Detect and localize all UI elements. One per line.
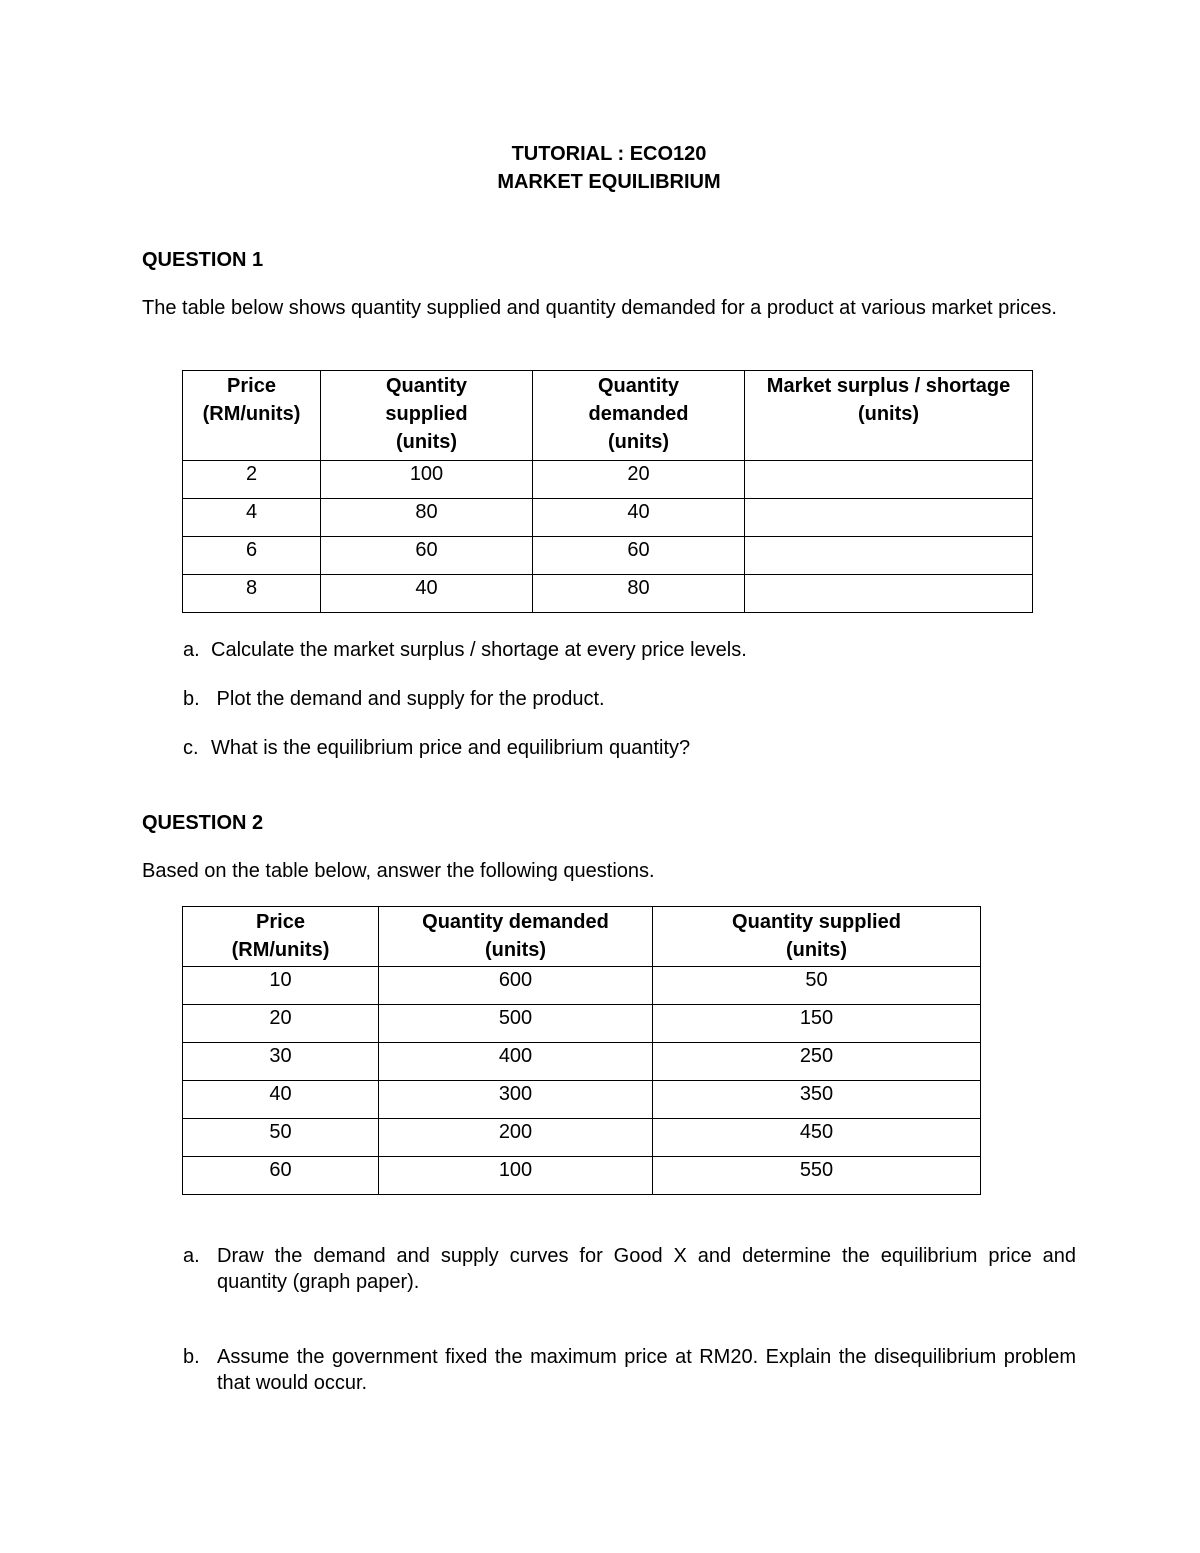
item-label: c. xyxy=(183,737,199,759)
table-cell: 40 xyxy=(183,1081,379,1119)
table-cell: 600 xyxy=(379,967,653,1005)
header-line: Market surplus / shortage xyxy=(766,375,1011,397)
header-line: (units) xyxy=(395,431,458,453)
table-row xyxy=(183,1157,981,1195)
question-2-table xyxy=(182,906,981,1195)
table-row xyxy=(183,537,1033,575)
header-cell-quantity-supplied xyxy=(653,907,981,967)
question-2-heading: QUESTION 2 xyxy=(142,812,264,834)
table-cell: 50 xyxy=(183,1119,379,1157)
table-cell: 350 xyxy=(653,1081,981,1119)
question-1-intro: The table below shows quantity supplied and quantity demanded for a product at various market prices. xyxy=(142,297,1057,319)
table-cell: 4 xyxy=(183,499,321,537)
table-row xyxy=(183,1005,981,1043)
table-row xyxy=(183,1081,981,1119)
table-row xyxy=(183,1043,981,1081)
table-cell: 20 xyxy=(183,1005,379,1043)
header-line: (units) xyxy=(857,403,920,425)
table-cell: 10 xyxy=(183,967,379,1005)
table-cell: 60 xyxy=(321,537,533,575)
table-cell: 20 xyxy=(533,461,745,499)
table-cell: 60 xyxy=(533,537,745,575)
table-cell: 2 xyxy=(183,461,321,499)
item-text: Assume the government fixed the maximum price at RM20. Explain the disequilibrium problem that would occur. xyxy=(217,1346,1076,1394)
header-cell-market-surplus-shortage xyxy=(745,371,1033,461)
item-text: Plot the demand and supply for the product. xyxy=(211,688,605,710)
header-cell-price xyxy=(183,907,379,967)
header-line: Quantity xyxy=(597,375,680,397)
header-line: Quantity xyxy=(385,375,468,397)
table-row xyxy=(183,575,1033,613)
header-line: Quantity demanded xyxy=(422,911,609,933)
table-cell: 30 xyxy=(183,1043,379,1081)
document-subtitle: MARKET EQUILIBRIUM xyxy=(497,171,721,193)
question-2-intro: Based on the table below, answer the following questions. xyxy=(142,860,655,882)
header-line: (units) xyxy=(484,939,547,961)
table-cell: 500 xyxy=(379,1005,653,1043)
item-label: b. xyxy=(183,688,200,710)
item-text: Calculate the market surplus / shortage at every price levels. xyxy=(211,639,747,661)
header-line: (units) xyxy=(785,939,848,961)
table-row xyxy=(183,967,981,1005)
question-1-table xyxy=(182,370,1033,613)
header-cell-quantity-supplied xyxy=(321,371,533,461)
header-line: Price xyxy=(256,911,305,933)
table-cell: 6 xyxy=(183,537,321,575)
table-cell-empty xyxy=(745,461,1033,499)
question-2-item-a xyxy=(183,1243,1076,1295)
table-cell: 150 xyxy=(653,1005,981,1043)
header-line: supplied xyxy=(385,403,468,425)
item-text: Draw the demand and supply curves for Good X and determine the equilibrium price and quantity (graph paper). xyxy=(217,1245,1076,1293)
question-1-item-b xyxy=(183,686,1076,712)
header-line: (RM/units) xyxy=(231,939,330,961)
table-cell: 400 xyxy=(379,1043,653,1081)
question-1-item-c xyxy=(183,735,1076,761)
table-cell-empty xyxy=(745,499,1033,537)
table-cell-empty xyxy=(745,537,1033,575)
table-header-row xyxy=(183,371,1033,461)
table-row xyxy=(183,461,1033,499)
table-cell: 250 xyxy=(653,1043,981,1081)
header-cell-quantity-demanded xyxy=(533,371,745,461)
item-text: What is the equilibrium price and equilibrium quantity? xyxy=(211,737,691,759)
question-1-item-a xyxy=(183,637,1076,663)
table-cell: 100 xyxy=(321,461,533,499)
table-cell: 50 xyxy=(653,967,981,1005)
document-title: TUTORIAL : ECO120 xyxy=(511,143,707,165)
table-cell: 550 xyxy=(653,1157,981,1195)
header-line: (RM/units) xyxy=(202,403,301,425)
item-label: b. xyxy=(183,1346,200,1368)
table-cell: 8 xyxy=(183,575,321,613)
table-cell: 100 xyxy=(379,1157,653,1195)
header-line: Quantity supplied xyxy=(732,911,901,933)
table-cell: 450 xyxy=(653,1119,981,1157)
item-label: a. xyxy=(183,639,200,661)
item-label: a. xyxy=(183,1245,200,1267)
table-cell: 40 xyxy=(321,575,533,613)
table-cell: 80 xyxy=(533,575,745,613)
table-cell: 80 xyxy=(321,499,533,537)
table-header-row xyxy=(183,907,981,967)
header-cell-price xyxy=(183,371,321,461)
table-cell: 300 xyxy=(379,1081,653,1119)
header-line: demanded xyxy=(588,403,689,425)
question-2-item-b xyxy=(183,1344,1076,1396)
table-cell: 200 xyxy=(379,1119,653,1157)
table-row xyxy=(183,499,1033,537)
header-cell-quantity-demanded xyxy=(379,907,653,967)
question-1-heading: QUESTION 1 xyxy=(142,249,264,271)
header-line: Price xyxy=(227,375,276,397)
header-line: (units) xyxy=(607,431,670,453)
table-row xyxy=(183,1119,981,1157)
table-cell-empty xyxy=(745,575,1033,613)
table-cell: 40 xyxy=(533,499,745,537)
table-cell: 60 xyxy=(183,1157,379,1195)
